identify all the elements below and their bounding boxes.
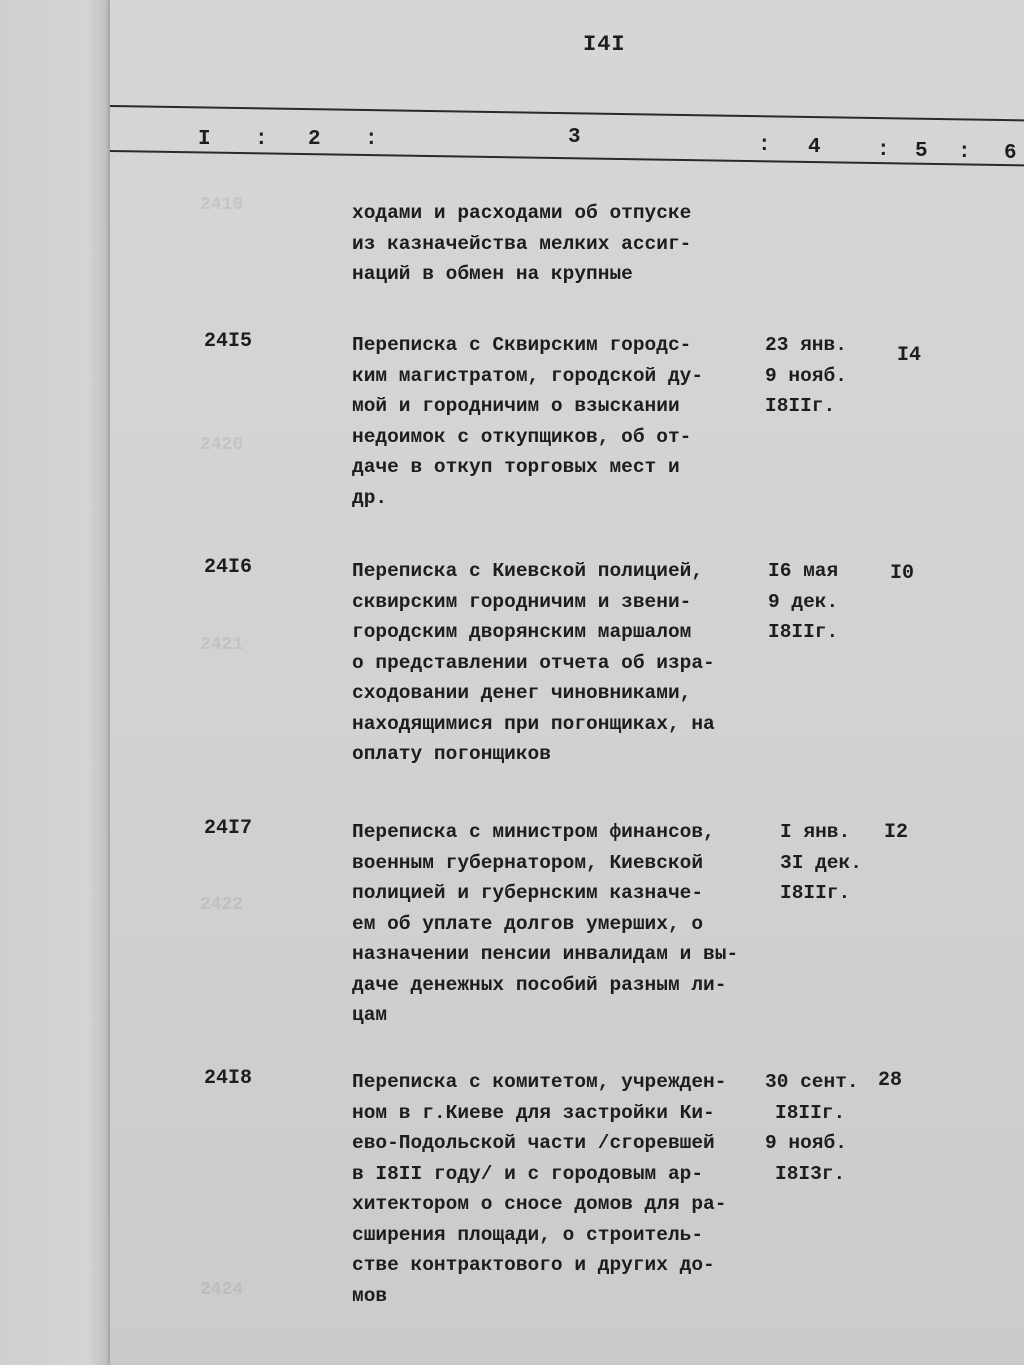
description-line: из казначейства мелких ассиг- (352, 232, 692, 255)
description-line: ево-Подольской части /сгоревшей (352, 1132, 715, 1154)
description-line: хитектором о сносе домов для ра- (352, 1193, 727, 1215)
date-line: I8IIг. (765, 395, 836, 417)
column-separator: : (877, 139, 890, 162)
description-line: стве контрактового и других до- (352, 1254, 715, 1276)
column-separator: : (958, 141, 971, 164)
description-line: даче денежных пособий разным ли- (352, 973, 727, 996)
bleed-through-text: 2421 (200, 635, 244, 655)
column-header-6: 6 (1004, 142, 1017, 165)
description-line: назначении пенсии инвалидам и вы- (352, 943, 739, 965)
description-line: ем об уплате долгов умерших, о (352, 912, 704, 935)
description-line: наций в обмен на крупные (352, 263, 633, 285)
entry-description (352, 556, 772, 770)
entry-number: 24I8 (204, 1067, 253, 1090)
description-line: сквирским городничим и звени- (352, 590, 692, 613)
date-line: I8I3г. (775, 1162, 846, 1185)
date-line: I янв. (780, 821, 851, 843)
date-line: I8IIг. (780, 882, 851, 904)
entry-dates (780, 817, 862, 909)
entry-dates (768, 556, 838, 648)
description-line: полицией и губернским казначе- (352, 882, 704, 904)
date-line: 23 янв. (765, 334, 847, 356)
description-line: даче в откуп торговых мест и (352, 456, 680, 478)
description-line: мой и городничим о взыскании (352, 395, 680, 417)
entry-sheet-count: I4 (897, 344, 922, 367)
description-line: Переписка с комитетом, учрежден- (352, 1071, 727, 1093)
description-line: др. (352, 486, 388, 509)
description-line: ходами и расходами об отпуске (352, 202, 692, 224)
column-header-4: 4 (808, 136, 821, 159)
entry-description (352, 817, 772, 1031)
page-number: I4I (583, 32, 626, 57)
entry-sheet-count: I2 (884, 821, 909, 844)
entry-sheet-count: I0 (890, 562, 915, 585)
column-header-2: 2 (308, 128, 321, 151)
description-line: ном в г.Киеве для застройки Ки- (352, 1101, 715, 1124)
description-line: оплату погонщиков (352, 743, 551, 765)
description-line: цам (352, 1004, 388, 1026)
date-line: 9 нояб. (765, 364, 847, 387)
description-line: Переписка с Киевской полицией, (352, 560, 704, 582)
entry-number: 24I7 (204, 817, 253, 840)
entry-description (352, 330, 772, 513)
entry-dates (765, 330, 847, 422)
column-separator: : (255, 128, 268, 151)
description-line: военным губернатором, Киевской (352, 851, 704, 874)
description-line: в I8II году/ и с городовым ар- (352, 1162, 704, 1185)
entry-description (352, 1067, 772, 1311)
previous-page-edge (0, 0, 110, 1365)
date-line: 9 нояб. (765, 1132, 847, 1154)
date-line: 9 дек. (768, 590, 839, 613)
entry-description (352, 198, 772, 290)
date-line: I8IIг. (768, 621, 839, 643)
bleed-through-text: 2422 (200, 895, 244, 915)
bleed-through-text: 2424 (200, 1280, 244, 1300)
column-header-5: 5 (915, 140, 928, 163)
description-line: сходовании денег чиновниками, (352, 682, 692, 704)
description-line: сширения площади, о строитель- (352, 1223, 704, 1246)
date-line: 30 сент. (765, 1071, 859, 1093)
description-line: недоимок с откупщиков, об от- (352, 425, 692, 448)
description-line: Переписка с Сквирским городс- (352, 334, 692, 356)
entry-number: 24I5 (204, 330, 253, 353)
date-line: I6 мая (768, 560, 839, 582)
entry-sheet-count: 28 (878, 1069, 903, 1092)
entry-number: 24I6 (204, 556, 253, 579)
entry-dates (765, 1067, 859, 1189)
column-separator: : (365, 128, 378, 151)
description-line: городским дворянским маршалом (352, 621, 692, 643)
date-line: 3I дек. (780, 851, 862, 874)
column-header-1: I (198, 128, 211, 151)
description-line: о представлении отчета об изра- (352, 651, 715, 674)
description-line: ким магистратом, городской ду- (352, 364, 704, 387)
description-line: мов (352, 1284, 388, 1307)
column-header-3: 3 (568, 126, 581, 149)
column-separator: : (758, 134, 771, 157)
date-line: I8IIг. (775, 1101, 846, 1124)
description-line: Переписка с министром финансов, (352, 821, 715, 843)
bleed-through-text: 2419 (200, 195, 244, 215)
description-line: находящимися при погонщиках, на (352, 712, 715, 735)
bleed-through-text: 2420 (200, 435, 244, 455)
